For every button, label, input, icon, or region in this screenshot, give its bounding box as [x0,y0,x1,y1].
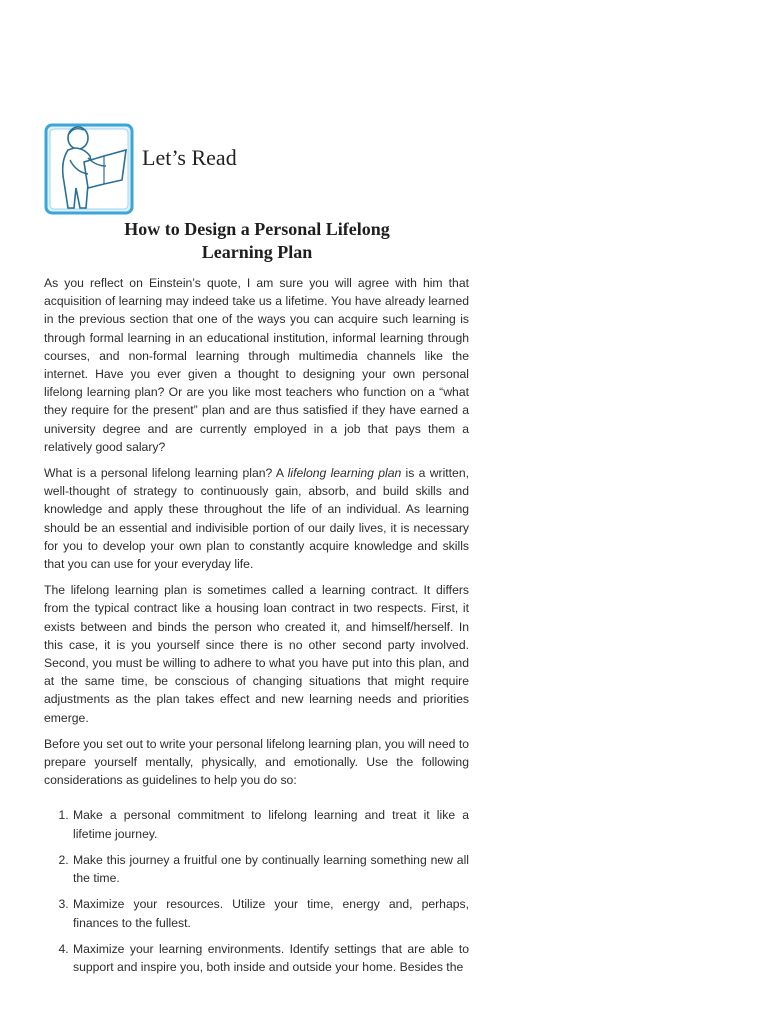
paragraph-3: The lifelong learning plan is sometimes called a learning contract. It differs from the typical contract like a housing loan contract in two respects. First, it exists between and binds the person who created it, and himself/herself. In this case, it is you yourself since there is no other second party involved. Second, you must be willing to adhere to what you have put into this plan, and at the same time, be conscious of changing situations that might require adjustments as the plan takes effect and new learning needs and priorities emerge. [44,583,469,725]
article-title-line-2: Learning Plan [201,242,313,262]
list-item: 4. Maximize your learning environments. Identify settings that are able to support and inspire you, both inside and outside your home. Besides the [72,940,469,976]
guidelines-list [44,806,469,976]
article-title-line-1: How to Design a Personal Lifelong [124,219,390,239]
list-item: 2. Make this journey a fruitful one by continually learning something new all the time. [72,851,469,887]
list-item: 1. Make a personal commitment to lifelong learning and treat it like a lifetime journey. [72,806,469,842]
list-item: 3. Maximize your resources. Utilize your time, energy and, perhaps, finances to the fullest. [72,895,469,931]
section-header [44,122,474,218]
lifelong-learning-plan-term: lifelong learning plan [287,466,402,481]
paragraph-2 [44,464,469,573]
reading-person-icon [44,122,136,218]
article-body [44,274,469,984]
article-title [44,218,470,264]
paragraph-2-rest: is a written, well-thought of strategy to continuously gain, absorb, and build skills and knowledge and apply these throughout the life of an individual. As learning should be an essential and indivisible portion of our daily lives, it is necessary for you to develop your own plan to constantly acquire knowledge and skills that you can use for your everyday life. [44,466,469,572]
paragraph-1: As you reflect on Einstein’s quote, I am sure you will agree with him that acquisition of learning may indeed take us a lifetime. You have already learned in the previous section that one of the ways you can acquire such learning is through formal learning in an educational institution, informal learning through courses, and non-formal learning through multimedia channels like the internet. Have you ever given a thought to designing your own personal lifelong learning plan? Or are you like most teachers who function on a “what they require for the present” plan and are thus satisfied if they have earned a university degree and are currently employed in a job that pays them a relatively good salary? [44,276,469,454]
paragraph-2-intro: What is a personal lifelong learning plan? A [44,466,288,481]
paragraph-4: Before you set out to write your personal lifelong learning plan, you will need to prepare yourself mentally, physically, and emotionally. Use the following considerations as guidelines to help you do so: [44,736,469,788]
section-title: Let’s Read [142,145,237,170]
